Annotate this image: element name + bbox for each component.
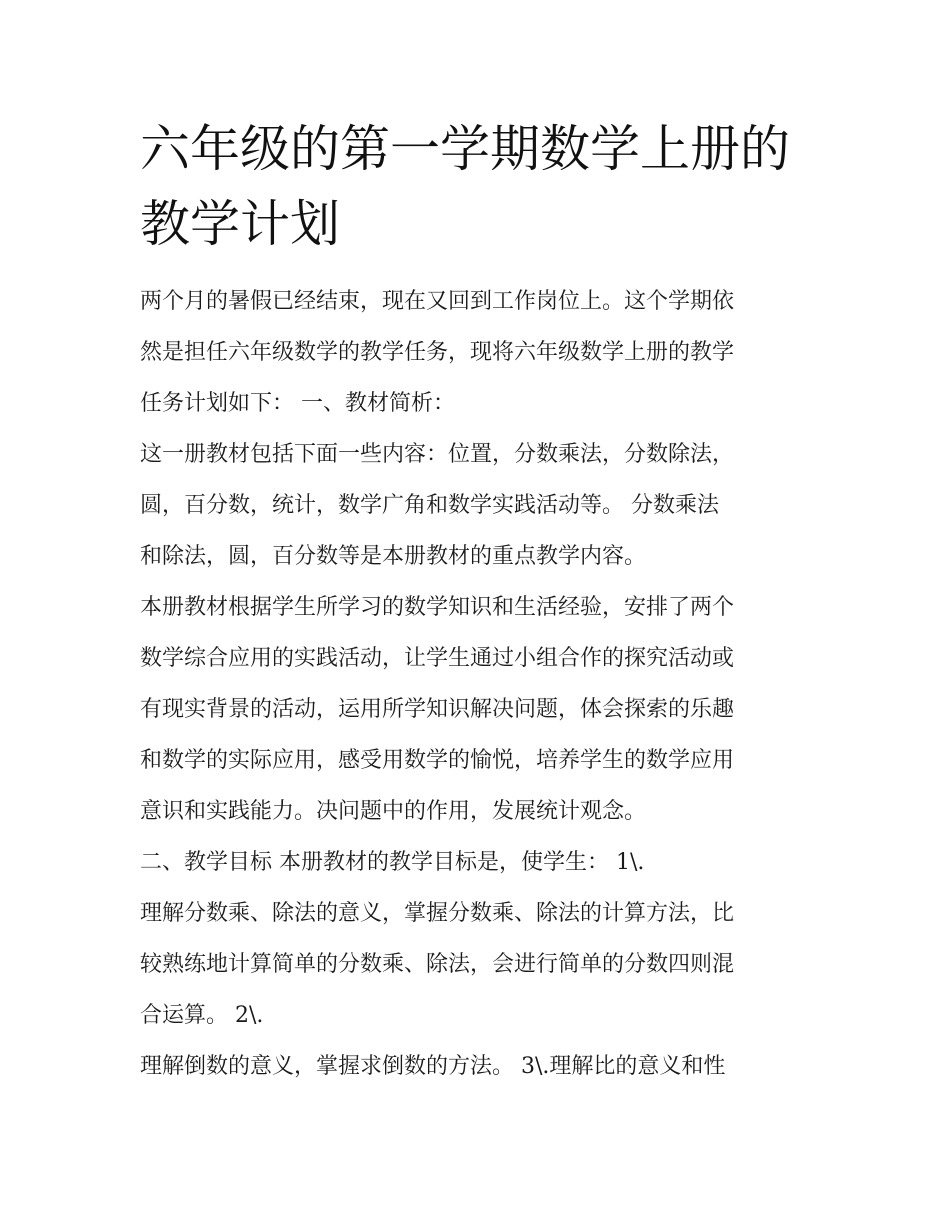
body-line: 理解分数乘、除法的意义，掌握分数乘、除法的计算方法，比: [140, 901, 735, 926]
body-line: 和除法，圆，百分数等是本册教材的重点教学内容。: [140, 544, 647, 569]
body-line: 这一册教材包括下面一些内容：位置，分数乘法，分数除法，: [140, 442, 735, 467]
body-line: 圆，百分数，统计，数学广角和数学实践活动等。 分数乘法: [140, 493, 719, 518]
body-line: 意识和实践能力。决问题中的作用，发展统计观念。: [140, 799, 647, 824]
body-line: 合运算。 2\.: [140, 1003, 264, 1028]
document-body: [140, 276, 820, 1092]
document-title: [140, 112, 820, 262]
body-line: 二、教学目标 本册教材的教学目标是，使学生： 1\.: [140, 850, 645, 875]
body-line: 较熟练地计算简单的分数乘、除法，会进行简单的分数四则混: [140, 952, 735, 977]
body-line: 然是担任六年级数学的教学任务，现将六年级数学上册的教学: [140, 340, 735, 365]
body-line: 数学综合应用的实践活动，让学生通过小组合作的探究活动或: [140, 646, 735, 671]
body-line: 任务计划如下： 一、教材简析：: [140, 391, 455, 416]
title-line-2: 教学计划: [140, 195, 340, 253]
title-line-1: 六年级的第一学期数学上册的: [140, 120, 790, 178]
body-line: 理解倒数的意义，掌握求倒数的方法。 3\.理解比的意义和性: [140, 1054, 726, 1079]
body-line: 两个月的暑假已经结束，现在又回到工作岗位上。这个学期依: [140, 289, 735, 314]
body-line: 本册教材根据学生所学习的数学知识和生活经验，安排了两个: [140, 595, 735, 620]
body-line: 和数学的实际应用，感受用数学的愉悦，培养学生的数学应用: [140, 748, 735, 773]
body-line: 有现实背景的活动，运用所学知识解决问题，体会探索的乐趣: [140, 697, 735, 722]
